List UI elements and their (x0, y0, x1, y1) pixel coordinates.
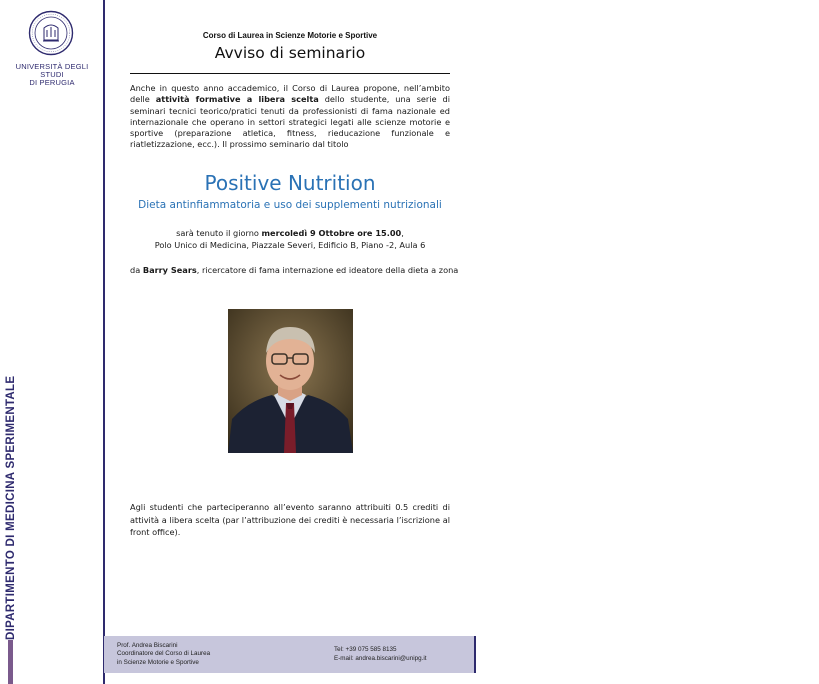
footer-contact-info (334, 645, 474, 663)
phone-number: Tel: +39 075 585 8135 (334, 646, 397, 653)
coordinator-role-2: in Scienze Motorie e Sportive (117, 658, 199, 666)
speaker-description: , ricercatore di fama internazione ed ideatore della dieta a zona (196, 265, 459, 275)
coordinator-role-1: Coordinatore del Corso di Laurea (117, 650, 211, 658)
event-datetime: mercoledì 9 Ottobre ore 15.00 (261, 228, 402, 238)
seminar-subtitle: Dieta antinfiammatoria e uso dei supplementi nutrizionali (138, 199, 442, 211)
event-date-line (130, 228, 450, 240)
speaker-photo (228, 309, 353, 453)
intro-text-1: Anche in questo anno accademico, il Corso di Laurea propone, nell’ambito delle (130, 83, 450, 105)
seminar-title: Positive Nutrition (204, 171, 376, 195)
university-name (4, 63, 100, 87)
intro-paragraph (130, 83, 450, 151)
department-accent-bar (4, 640, 18, 684)
footer-edge (474, 636, 476, 673)
event-date-suffix: , (401, 228, 404, 238)
footer-contact-person (117, 642, 317, 667)
left-sidebar (0, 0, 103, 684)
sidebar-divider (103, 0, 105, 684)
page-title: Avviso di seminario (214, 44, 366, 62)
speaker-prefix: da (130, 265, 143, 275)
intro-text-bold: attività formative a libera scelta (155, 94, 319, 105)
event-date-prefix: sarà tenuto il giorno (176, 228, 262, 238)
speaker-line (130, 265, 460, 275)
course-name: Corso di Laurea in Scienze Motorie e Sportive (202, 31, 378, 40)
coordinator-name: Prof. Andrea Biscarini (117, 642, 178, 649)
department-name: DIPARTIMENTO DI MEDICINA SPERIMENTALE (5, 375, 17, 640)
header-divider (130, 73, 450, 74)
university-name-line1: UNIVERSITÀ DEGLI STUDI (15, 62, 89, 79)
university-name-line2: DI PERUGIA (29, 78, 75, 87)
speaker-name: Barry Sears (142, 265, 197, 275)
university-seal-icon (28, 10, 74, 56)
email-address[interactable]: E-mail: andrea.biscarini@unipg.it (334, 655, 427, 662)
intro-text-2: dello studente, una serie di seminari tecnici teorico/pratici tenuti da professionisti di fama nazionale ed internazionale che operano in settori strategici legati alle scienze motorie e sportive (preparazione atletica, fitness, rieducazione funzionale e riatletizzazione, ecc.). Il prossimo seminario dal titolo (130, 94, 450, 150)
credits-paragraph: Agli studenti che parteciperanno all’evento saranno attribuiti 0.5 crediti di attività a libera scelta (par l’attribuzione dei crediti è necessaria l’iscrizione al front office). (130, 502, 450, 537)
event-details (130, 228, 450, 251)
event-location: Polo Unico di Medicina, Piazzale Severi, Edificio B, Piano -2, Aula 6 (154, 239, 426, 250)
